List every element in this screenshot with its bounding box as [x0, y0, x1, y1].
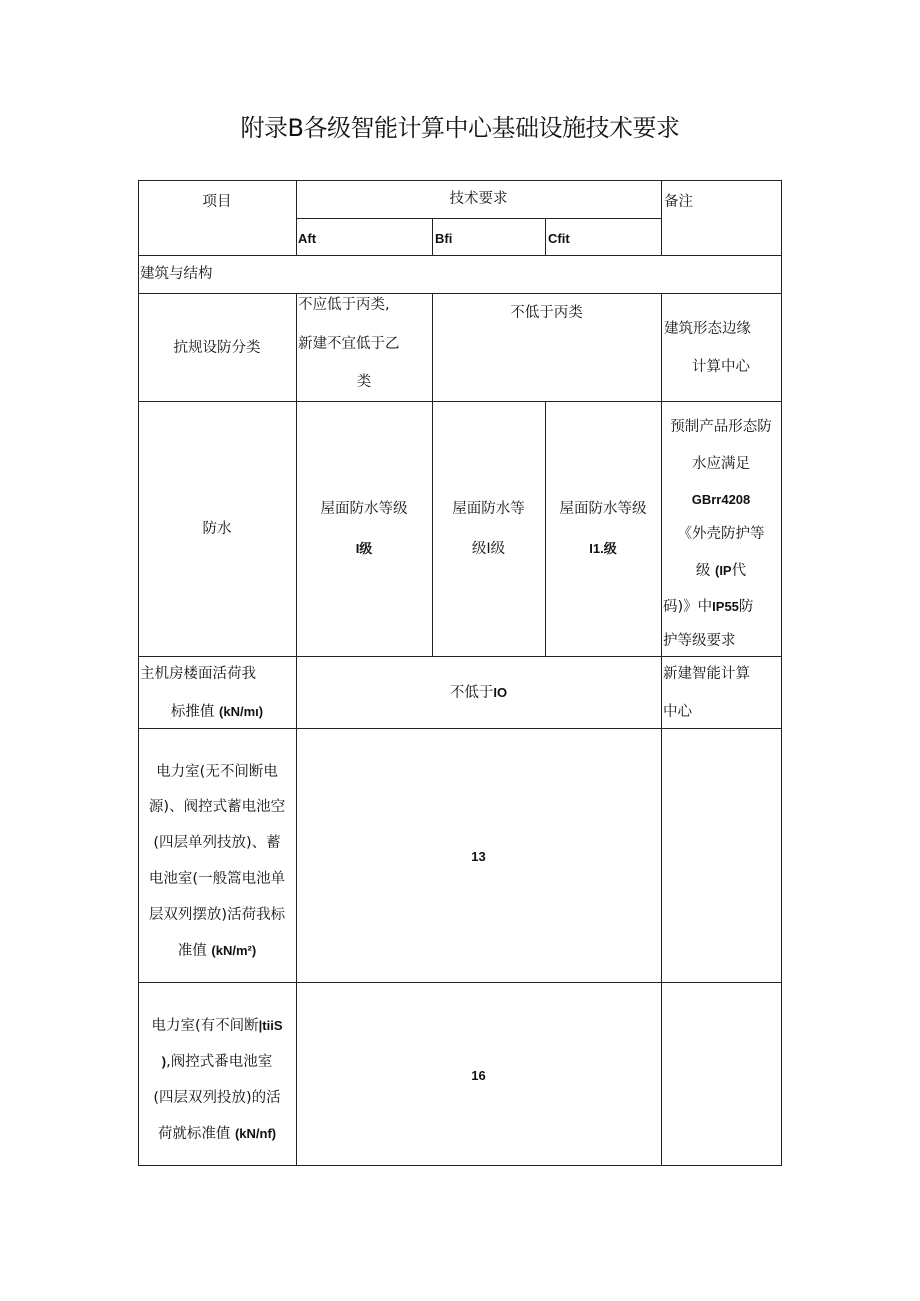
row-waterproof-remark-line: 预制产品形态防 [670, 419, 772, 435]
label-code: |tiiS [258, 1018, 283, 1033]
row-waterproof-level-c-line: I1.级 [589, 541, 617, 556]
table-divider [545, 401, 546, 657]
row-waterproof-remark-line: 水应满足 [692, 456, 750, 472]
table-divider [296, 293, 297, 1166]
row-power-room-1-label-line: 源)、阀控式蓄电池空 [148, 799, 286, 815]
table-border-right [781, 180, 782, 1166]
table-divider [138, 293, 782, 294]
row-floor-load-remark-line: 新建智能计算 [663, 666, 750, 682]
table-divider [432, 218, 433, 256]
table-divider [545, 218, 546, 256]
header-level-c: Cfit [548, 231, 570, 246]
row-power-room-1-label-line [138, 942, 296, 960]
row-waterproof-remark-line [661, 562, 781, 580]
header-remark: 备注 [664, 194, 693, 210]
table-divider [138, 982, 782, 983]
remark-text: 代 [731, 563, 747, 579]
row-seismic-remark-line: 建筑形态边缘 [664, 321, 751, 337]
label-text: 荷就标准值 [157, 1126, 231, 1142]
label-text: 标推值 [170, 704, 215, 720]
table-border-top [138, 180, 782, 181]
label-code: ) [161, 1054, 167, 1069]
header-tech-requirements: 技术要求 [449, 191, 508, 207]
row-waterproof-level-b-line: 级I级 [471, 541, 506, 557]
table-divider [138, 255, 782, 256]
table-divider [296, 218, 661, 219]
label-text: ,阀控式番电池室 [166, 1054, 273, 1070]
row-seismic-level-a-line: 类 [356, 374, 372, 390]
remark-code: IP55 [712, 599, 739, 614]
row-floor-load-label-line: 主机房楼面活荷我 [140, 666, 256, 682]
row-power-room-2-value: 16 [471, 1068, 486, 1083]
row-power-room-1-value: 13 [471, 849, 486, 864]
remark-code: (IP [714, 563, 732, 578]
section-building-structure: 建筑与结构 [140, 266, 213, 282]
label-unit: (kN/m²) [211, 943, 257, 958]
row-power-room-2-label-line [138, 1125, 296, 1143]
row-waterproof-level-a-line: I级 [355, 541, 373, 556]
table-divider [661, 180, 662, 256]
table-divider [432, 293, 433, 657]
row-floor-load-label-line [138, 703, 296, 721]
table-border-bottom [138, 1165, 782, 1166]
row-seismic-level-a-line: 新建不宜低于乙 [298, 336, 400, 352]
row-waterproof-level-b-line: 屋面防水等 [452, 501, 525, 517]
row-seismic-level-a-line: 不应低于丙类, [298, 297, 390, 313]
label-unit: (kN/mı) [219, 704, 264, 719]
table-divider [138, 728, 782, 729]
row-waterproof-label: 防水 [202, 521, 232, 537]
row-seismic-label: 抗规设防分类 [173, 340, 261, 356]
row-power-room-1-label-line: 层双列摆放)活荷我标 [148, 907, 286, 923]
label-text: 准值 [177, 943, 207, 959]
row-power-room-2-label-line [138, 1053, 296, 1071]
row-seismic-remark-line: 计算中心 [692, 359, 750, 375]
value-number: IO [493, 685, 508, 700]
remark-text: 码)》中 [663, 599, 713, 615]
row-power-room-1-label-line: (四层单列技放)、蓄 [153, 835, 281, 851]
row-waterproof-remark-line: 《外壳防护等 [677, 526, 765, 542]
row-floor-load-value [296, 684, 661, 702]
row-waterproof-level-a-line: 屋面防水等级 [320, 501, 408, 517]
row-power-room-2-label-line: (四层双列投放)的活 [153, 1090, 281, 1106]
row-power-room-1-label-line: 电池室(一般篙电池单 [148, 871, 286, 887]
label-text: 电力室(有不间断 [151, 1018, 259, 1034]
row-waterproof-remark-line: 护等级要求 [663, 633, 736, 649]
header-level-b: Bfi [435, 231, 453, 246]
row-power-room-1-label-line: 电力室(无不间断电 [156, 764, 278, 780]
remark-text: 级 [695, 563, 711, 579]
header-item: 项目 [202, 194, 232, 210]
row-seismic-level-bc: 不低于丙类 [510, 305, 583, 321]
row-floor-load-remark-line: 中心 [663, 704, 692, 720]
label-unit: (kN/nf) [234, 1126, 277, 1141]
row-waterproof-remark-line: GBrr4208 [691, 492, 751, 507]
remark-text: 防 [738, 599, 754, 615]
row-waterproof-remark-line [663, 598, 781, 616]
row-power-room-2-label-line [138, 1017, 296, 1035]
table-divider [138, 656, 782, 657]
row-waterproof-level-c-line: 屋面防水等级 [559, 501, 647, 517]
page-title: 附录B各级智能计算中心基础设施技术要求 [240, 114, 680, 142]
table-divider [138, 401, 782, 402]
header-level-a: Aft [298, 231, 317, 246]
value-text: 不低于 [449, 685, 494, 701]
